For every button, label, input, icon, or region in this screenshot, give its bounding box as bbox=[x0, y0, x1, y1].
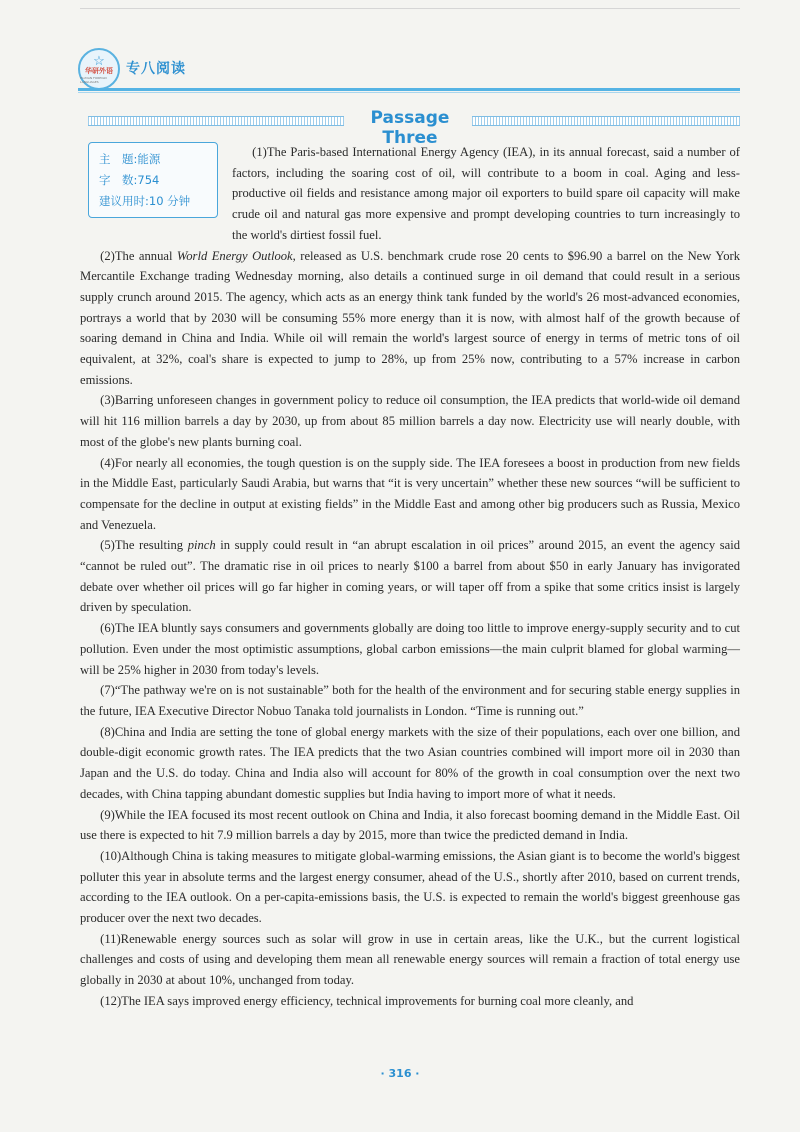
page-number: · 316 · bbox=[380, 1067, 420, 1080]
paragraph-10: (10)Although China is taking measures to mitigate global-warming emissions, the Asian giant is to become the world's biggest polluter this year in absolute terms and the largest energy consumer, ahead of the U.S., shortly after 2010, based on current trends, according to the IEA outlook. On a per-capita-emissions basis, the U.S. is expected to remain the world's biggest greenhouse gas producer over the next two decades. bbox=[80, 848, 740, 926]
paragraph-3: (3)Barring unforeseen changes in government policy to reduce oil consumption, the IEA predicts that world-wide oil demand will hit 116 million barrels a day by 2030, up from about 85 million barrels a day now. Electricity use will nearly double, with most of the globe's new plants burning coal. bbox=[80, 393, 740, 449]
logo-text: 华研外语 bbox=[85, 66, 113, 75]
time-label: 建议用时: bbox=[99, 194, 149, 208]
time-value: 10 分钟 bbox=[148, 194, 191, 208]
logo-book-icon: ☆ 华研外语 HUAYAN FOREIGN LANGUAGES bbox=[78, 48, 120, 90]
words-label: 字 数: bbox=[99, 173, 138, 187]
keyword-pinch: pinch bbox=[187, 538, 216, 553]
header-logo bbox=[78, 48, 228, 88]
passage-title: Passage Three bbox=[370, 108, 450, 148]
header-rule-thin bbox=[78, 92, 740, 93]
paragraph-5: (5)The resulting pinch in supply could result in “an abrupt escalation in oil prices” around 2015, an event the agency said “cannot be ruled out”. The dramatic rise in oil prices to nearly $100 a barrel from about $50 in early January has invigorated debate over whether oil prices will go far higher in coming years, or will taper off from a spike that some critics insist is largely driven by speculation. bbox=[80, 538, 741, 615]
paragraph-8: (8)China and India are setting the tone of global energy markets with the size of their populations, each over one billion, and double-digit economic growth rates. The IEA predicts that the two Asian countries combined will import more oil in 2030 than Japan and the U.S. do today. China and India also will account for 80% of the growth in coal consumption over the next two decades, with China tapping abundant domestic supplies but India having to import more of what it needs. bbox=[80, 724, 740, 801]
heading-stripe-left bbox=[88, 116, 344, 126]
top-border bbox=[80, 8, 740, 9]
publication-title: World Energy Outlook bbox=[176, 248, 293, 263]
paragraph-9: (9)While the IEA focused its most recent outlook on China and India, it also forecast booming demand in the Middle East. Oil use there is expected to hit 7.9 million barrels a day by 2015, more than twice the predicted demand in India. bbox=[80, 807, 740, 843]
paragraph-6: (6)The IEA bluntly says consumers and governments globally are doing too little to improve energy-supply security and to cut pollution. Even under the most optimistic assumptions, global carbon emissions—the main culprit blamed for global warming—will be 25% higher in 2030 from today's levels. bbox=[80, 621, 740, 677]
paragraph-4: (4)For nearly all economies, the tough question is on the supply side. The IEA foresees a boost in production from new fields in the Middle East, particularly Saudi Arabia, but warns that “it is very uncertain” whether these new sources “will be sufficient to compensate for the decline in output at existing fields” in the Middle East and among other big producers such as Russia, Mexico and Venezuela. bbox=[80, 455, 740, 532]
paragraph-2: (2)The annual World Energy Outlook, released as U.S. benchmark crude rose 20 cents to $96.90 a barrel on the New York Mercantile Exchange trading Wednesday morning, also details a continued surge in oil demand that could result in a serious supply crunch around 2015. The agency, which acts as an energy think tank funded by the world's 26 most-advanced economies, portrays a world that by 2030 will be consuming 55% more energy than it is now, with almost half of the growth because of soaring demand in China and India. While oil will remain the world's largest source of energy in terms of metric tons of oil equivalent, at 32%, coal's share is expected to jump to 28%, up from 25% now, contributing to a 57% increase in carbon emissions. bbox=[80, 248, 740, 387]
paragraph-11: (11)Renewable energy sources such as solar will grow in use in certain areas, like the U.K., but the current logistical challenges and costs of using and developing them mean all renewable energy sources will remain a fraction of total energy use globally in 2030 at about 10%, unchanged from today. bbox=[80, 931, 740, 988]
paragraph-7: (7)“The pathway we're on is not sustainable” both for the health of the environment and for securing stable energy supplies in the future, IEA Executive Director Nobuo Tanaka told journalists in London. “Time is running out.” bbox=[80, 683, 740, 718]
logo-subtext: HUAYAN FOREIGN LANGUAGES bbox=[80, 75, 107, 84]
topic-value: 能源 bbox=[137, 152, 161, 166]
topic-label: 主 题: bbox=[99, 152, 138, 166]
header-rule bbox=[78, 88, 740, 91]
series-title: 专八阅读 bbox=[126, 61, 186, 77]
paragraph-12: (12)The IEA says improved energy efficiency, technical improvements for burning coal more cleanly, and bbox=[100, 993, 634, 1008]
paragraph-1: (1)The Paris-based International Energy Agency (IEA), in its annual forecast, said a number of factors, including the soaring cost of oil, will contribute to a boom in coal. Aging and less-productive oil fields and resistance among major oil exporters to build spare oil capacity will make crude oil and natural gas more expensive and prompt developing countries to turn increasingly to the world's dirtiest fossil fuel. bbox=[232, 145, 740, 242]
passage-heading bbox=[88, 108, 740, 148]
heading-stripe-right bbox=[472, 116, 740, 126]
words-value: 754 bbox=[137, 173, 160, 187]
passage-body bbox=[80, 142, 740, 1012]
